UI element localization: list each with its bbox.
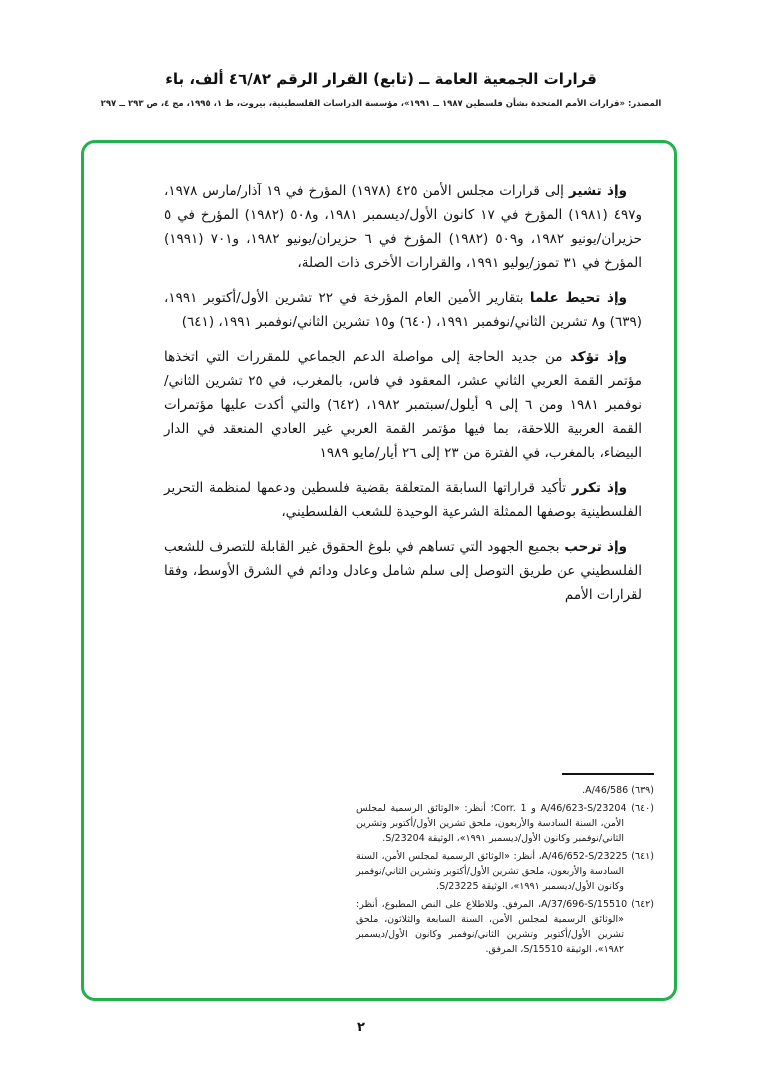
document-title: قرارات الجمعية العامة ــ (تابع) القرار الرقم ٤٦/٨٢ ألف، باء: [165, 70, 597, 88]
paragraph-lead: وإذ تكرر: [571, 480, 627, 496]
source-line: المصدر: «قرارات الأمم المتحدة بشأن فلسطين ١٩٨٧ ــ ١٩٩١»، مؤسسة الدراسات الفلسطينية، بيروت، ط ١، ١٩٩٥، مج ٤، ص ٢٩٣ ــ ٢٩٧: [100, 99, 662, 109]
footnote-number: (٦٤٢): [631, 899, 654, 910]
footnotes-section: [356, 773, 654, 960]
footnote: (٦٤٢) ⁦A/37/696-S/15510⁩، المرفق. وللاطلاع على النص المطبوع، أنظر: «الوثائق الرسمية لمجلس الأمن، السنة السابعة والثلاثون، ملحق تشرين الأول/أكتوبر وتشرين الثاني/نوفمبر وكانون الأول/ديسمبر ١٩٨٢»، الوثيقة ⁦S/15510⁩، المرفق.: [356, 899, 654, 955]
paragraph-lead: وإذ تؤكد: [570, 349, 627, 365]
footnote: (٦٣٩) ⁦A/46/586⁩.: [582, 785, 654, 796]
paragraph-lead: وإذ ترحب: [564, 539, 627, 555]
paragraph-lead: وإذ تشير: [568, 183, 627, 199]
body-paragraph: وإذ تكرر تأكيد قراراتها السابقة المتعلقة بقضية فلسطين ودعمها لمنظمة التحرير الفلسطينية بوصفها الممثلة الشرعية الوحيدة للشعب الفلسطيني،: [164, 480, 642, 520]
footnote: (٦٤٠) ⁦A/46/623-S/23204⁩ و ⁦Corr. 1⁩؛ أنظر: «الوثائق الرسمية لمجلس الأمن، السنة السادسة والأربعون، ملحق تشرين الأول/أكتوبر وتشرين الثاني/نوفمبر وكانون الأول/ديسمبر ١٩٩١»، الوثيقة ⁦S/23204⁩.: [356, 803, 654, 844]
footnote-number: (٦٤١): [631, 851, 654, 862]
footnote-separator: [562, 773, 654, 775]
footnote-number: (٦٣٩): [631, 785, 654, 796]
footnote-number: (٦٤٠): [631, 803, 654, 814]
footnotes-list: [356, 783, 654, 957]
page-number: ٢: [357, 1020, 365, 1035]
body-paragraphs: [164, 179, 642, 618]
content-border-box: [81, 140, 677, 1001]
body-paragraph: وإذ تشير إلى قرارات مجلس الأمن ٤٢٥ (١٩٧٨) المؤرخ في ١٩ آذار/مارس ١٩٧٨، و٤٩٧ (١٩٨١) المؤرخ في ١٧ كانون الأول/ديسمبر ١٩٨١، و٥٠٨ (١٩٨٢) المؤرخ في ٥ حزيران/يونيو ١٩٨٢، و٥٠٩ (١٩٨٢) المؤرخ في ٦ حزيران/يونيو ١٩٨٢، و٧٠١ (١٩٩١) المؤرخ في ٣١ تموز/يوليو ١٩٩١، والقرارات الأخرى ذات الصلة،: [164, 183, 643, 271]
body-paragraph: وإذ تؤكد من جديد الحاجة إلى مواصلة الدعم الجماعي للمقررات التي اتخذها مؤتمر القمة العربي الثاني عشر، المعقود في فاس، بالمغرب، في ٢٥ تشرين الثاني/نوفمبر ١٩٨١ ومن ٦ إلى ٩ أيلول/سبتمبر ١٩٨٢، (٦٤٢) والتي أكدت عليها مؤتمرات القمة العربية اللاحقة، بما فيها مؤتمر القمة العربي غير العادي المنعقد في الدار البيضاء، بالمغرب، في الفترة من ٢٣ إلى ٢٦ أيار/مايو ١٩٨٩: [164, 349, 642, 461]
footnote: (٦٤١) ⁦A/46/652-S/23225⁩، أنظر: «الوثائق الرسمية لمجلس الأمن، السنة السادسة والأربعون، ملحق تشرين الأول/أكتوبر وتشرين الثاني/نوفمبر وكانون الأول/ديسمبر ١٩٩١»، الوثيقة ⁦S/23225⁩.: [356, 851, 654, 892]
body-paragraph: وإذ ترحب بجميع الجهود التي تساهم في بلوغ الحقوق غير القابلة للتصرف للشعب الفلسطيني عن طريق التوصل إلى سلم شامل وعادل ودائم في الشرق الأوسط، وفقا لقرارات الأمم: [164, 539, 642, 603]
paragraph-lead: وإذ تحيط علما: [529, 290, 628, 306]
body-paragraph: وإذ تحيط علما بتقارير الأمين العام المؤرخة في ٢٢ تشرين الأول/أكتوبر ١٩٩١، (٦٣٩) و٨ تشرين الثاني/نوفمبر ١٩٩١، (٦٤٠) و١٥ تشرين الثاني/نوفمبر ١٩٩١، (٦٤١): [164, 290, 642, 330]
